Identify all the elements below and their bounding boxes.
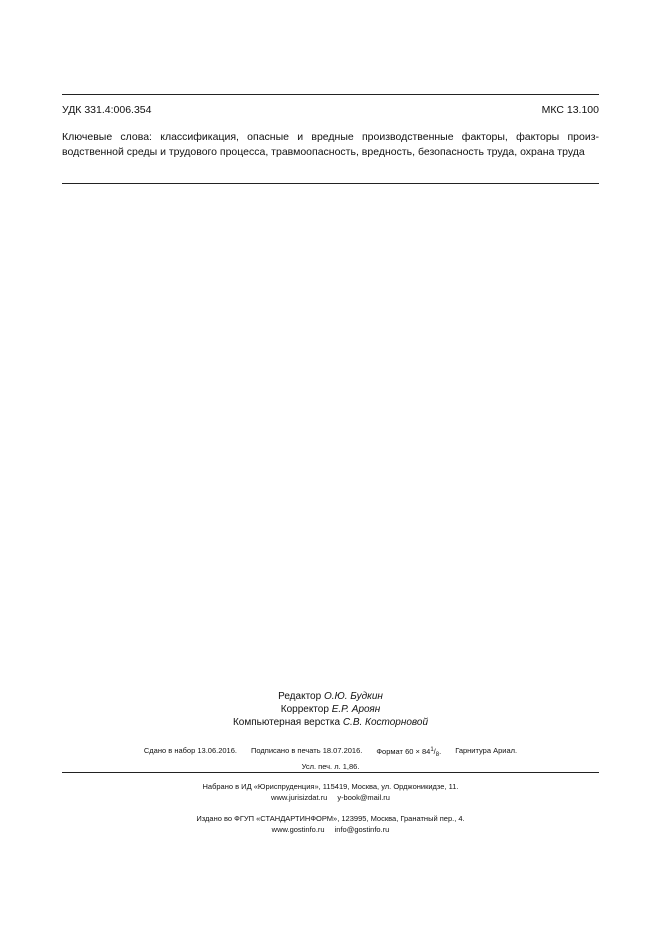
typeset-block (62, 781, 599, 803)
imprint-block (62, 745, 599, 772)
layout-line (62, 716, 599, 729)
mks-code: МКС 13.100 (541, 104, 599, 116)
udk-code: УДК 331.4:006.354 (62, 104, 152, 116)
publisher-line: Издано во ФГУП «СТАНДАРТИНФОРМ», 123995, Москва, Гранатный пер., 4. (196, 814, 465, 823)
corrector-line (62, 703, 599, 716)
print-sheets: Усл. печ. л. 1,86. (301, 762, 360, 771)
corrector-name: Е.Р. Ароян (331, 704, 381, 715)
publisher-email-link[interactable]: info@gostinfo.ru (334, 825, 390, 834)
top-divider (62, 94, 599, 95)
signed-date: Подписано в печать 18.07.2016. (250, 746, 363, 755)
format-prefix: Формат 60 × 84 (376, 747, 431, 756)
layout-label: Компьютерная верстка (232, 717, 341, 728)
format-sup: 1 (430, 747, 434, 753)
paper-format: Формат $60 \times 84^1/_8$. (376, 747, 442, 758)
format-suffix: . (439, 747, 442, 756)
publisher-links (62, 824, 599, 835)
editor-line (62, 690, 599, 703)
classification-header (62, 103, 599, 117)
corrector-label: Корректор (280, 704, 329, 715)
imprint-divider (62, 772, 599, 773)
editor-name: О.Ю. Будкин (323, 691, 383, 702)
imprint-row (62, 745, 599, 761)
credits-block (62, 690, 599, 729)
keywords-paragraph: Ключевые слова: классификация, опасные и вредные производственные факторы, факторы произ-водственной среды и трудового процесса, травмоопасность, вредность, безопасность труда, охрана труда (62, 131, 599, 158)
typeset-email-link[interactable]: y-book@mail.ru (337, 793, 390, 802)
layout-name: С.В. Косторновой (342, 717, 429, 728)
keywords-divider (62, 183, 599, 184)
submitted-date: Сдано в набор 13.06.2016. (143, 746, 237, 755)
publisher-site-link[interactable]: www.gostinfo.ru (271, 825, 325, 834)
editor-label: Редактор (278, 691, 322, 702)
typeset-site-link[interactable]: www.jurisizdat.ru (271, 793, 328, 802)
publisher-block (62, 813, 599, 835)
typeset-links (62, 792, 599, 803)
typeface: Гарнитура Ариал. (455, 746, 518, 755)
format-sub: 8 (435, 752, 440, 758)
typeset-line: Набрано в ИД «Юриспруденция», 115419, Москва, ул. Орджоникидзе, 11. (202, 782, 459, 791)
